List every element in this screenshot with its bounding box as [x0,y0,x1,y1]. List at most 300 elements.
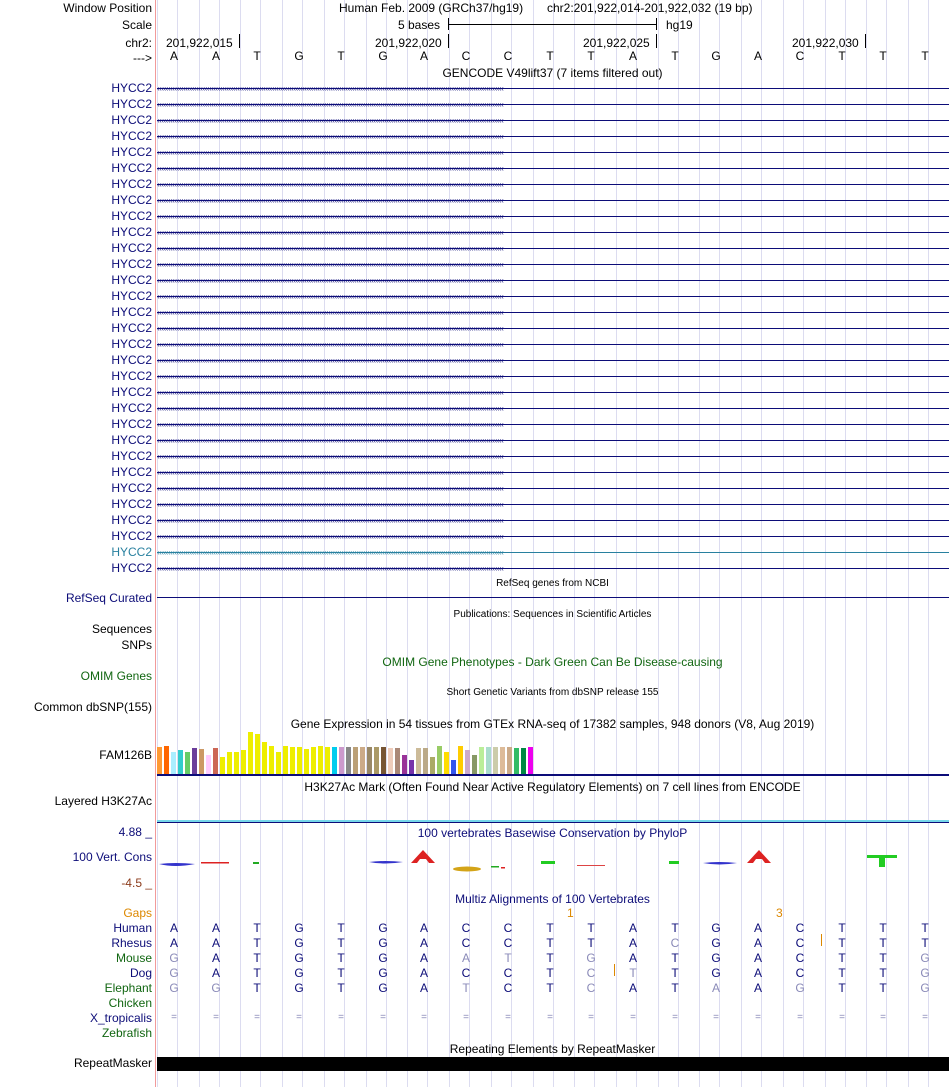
aligned-base: = [380,1012,386,1023]
aligned-base: = [254,1012,260,1023]
gencode-gene-label[interactable]: HYCC2 [111,417,152,431]
gencode-transcript[interactable] [157,211,949,222]
gtex-tissue-bar[interactable] [374,747,379,774]
species-label[interactable]: Dog [129,966,152,980]
gencode-gene-label[interactable]: HYCC2 [111,161,152,175]
phylop-mark [253,862,259,864]
strand-chevrons: ‹‹‹‹‹‹‹‹‹‹‹‹‹‹‹‹‹‹‹‹‹‹‹‹‹‹‹‹‹‹‹‹‹‹‹‹‹‹‹‹‹‹‹‹‹‹‹‹‹‹‹‹‹‹‹‹‹‹‹‹‹‹‹‹‹‹‹‹‹‹‹‹‹‹‹‹‹‹‹‹‹‹‹‹‹‹‹‹‹‹‹‹‹‹‹‹‹‹‹‹‹‹‹‹‹‹‹‹‹‹‹‹‹‹‹‹‹‹‹‹‹‹‹‹‹‹‹‹‹‹‹‹‹‹‹‹‹‹‹‹‹‹‹‹‹‹‹‹‹‹‹‹‹‹‹‹‹‹‹‹ [157,260,504,269]
gencode-transcript[interactable] [157,307,949,318]
phylop-mark [703,862,737,865]
species-label[interactable]: Human [113,921,152,935]
gencode-transcript[interactable] [157,291,949,302]
gencode-transcript[interactable] [157,275,949,286]
aligned-base: A [419,981,428,995]
aligned-base: T [504,951,512,965]
gtex-tissue-bar[interactable] [465,750,470,774]
repeatmasker-element[interactable] [157,1057,949,1071]
gencode-transcript[interactable] [157,387,949,398]
aligned-base: T [462,981,470,995]
gtex-tissue-bar[interactable] [171,752,176,774]
gencode-gene-label[interactable]: HYCC2 [111,177,152,191]
gencode-transcript[interactable] [157,467,949,478]
gencode-gene-label[interactable]: HYCC2 [111,81,152,95]
gencode-transcript[interactable] [157,83,949,94]
dbsnp-track-title[interactable]: Short Genetic Variants from dbSNP release 155 [446,687,659,698]
scale-text: 5 bases [398,18,441,32]
aligned-base: A [753,936,762,950]
species-label[interactable]: X_tropicalis [89,1011,152,1025]
coord-tick [448,34,449,48]
strand-chevrons: ‹‹‹‹‹‹‹‹‹‹‹‹‹‹‹‹‹‹‹‹‹‹‹‹‹‹‹‹‹‹‹‹‹‹‹‹‹‹‹‹‹‹‹‹‹‹‹‹‹‹‹‹‹‹‹‹‹‹‹‹‹‹‹‹‹‹‹‹‹‹‹‹‹‹‹‹‹‹‹‹‹‹‹‹‹‹‹‹‹‹‹‹‹‹‹‹‹‹‹‹‹‹‹‹‹‹‹‹‹‹‹‹‹‹‹‹‹‹‹‹‹‹‹‹‹‹‹‹‹‹‹‹‹‹‹‹‹‹‹‹‹‹‹‹‹‹‹‹‹‹‹‹‹‹‹‹‹‹‹‹ [157,292,504,301]
gtex-tissue-bar[interactable] [290,747,295,774]
aligned-base: = [713,1012,719,1023]
reference-base: A [753,49,762,63]
phylop-mark [159,863,195,866]
aligned-base: = [547,1012,553,1023]
strand-chevrons: ‹‹‹‹‹‹‹‹‹‹‹‹‹‹‹‹‹‹‹‹‹‹‹‹‹‹‹‹‹‹‹‹‹‹‹‹‹‹‹‹‹‹‹‹‹‹‹‹‹‹‹‹‹‹‹‹‹‹‹‹‹‹‹‹‹‹‹‹‹‹‹‹‹‹‹‹‹‹‹‹‹‹‹‹‹‹‹‹‹‹‹‹‹‹‹‹‹‹‹‹‹‹‹‹‹‹‹‹‹‹‹‹‹‹‹‹‹‹‹‹‹‹‹‹‹‹‹‹‹‹‹‹‹‹‹‹‹‹‹‹‹‹‹‹‹‹‹‹‹‹‹‹‹‹‹‹‹‹‹‹ [157,308,504,317]
h3k27ac-track-title[interactable]: H3K27Ac Mark (Often Found Near Active Regulatory Elements) on 7 cell lines from ENCODE [304,780,801,794]
gencode-transcript[interactable] [157,531,949,542]
aligned-base: T [337,921,345,935]
scale-bar [448,24,656,25]
publications-sequences-label[interactable]: Sequences [91,622,152,636]
phylop-ymax-label: 4.88 _ [118,825,152,839]
aligned-base: C [461,966,471,980]
gtex-tissue-bar[interactable] [507,747,512,774]
gtex-tissue-bar[interactable] [276,752,281,774]
gencode-gene-label[interactable]: HYCC2 [111,97,152,111]
reference-base: T [879,49,887,63]
gtex-tissue-bar[interactable] [381,747,386,774]
gtex-tissue-bar[interactable] [346,747,351,774]
gtex-tissue-bar[interactable] [304,749,309,774]
gtex-tissue-bar[interactable] [178,750,183,774]
aligned-base: A [628,921,637,935]
aligned-base: C [670,936,680,950]
gencode-gene-label[interactable]: HYCC2 [111,449,152,463]
aligned-base: G [169,951,179,965]
aligned-base: A [211,936,220,950]
gencode-gene-label[interactable]: HYCC2 [111,433,152,447]
gencode-gene-label[interactable]: HYCC2 [111,385,152,399]
gtex-tissue-bar[interactable] [269,746,274,774]
gencode-transcript[interactable] [157,515,949,526]
phylop-track-title[interactable]: 100 vertebrates Basewise Conservation by PhyloP [417,826,688,840]
aligned-base: A [211,951,220,965]
gencode-transcript[interactable] [157,179,949,190]
species-label[interactable]: Zebrafish [101,1026,152,1040]
multiz-track-title[interactable]: Multiz Alignments of 100 Vertebrates [455,892,650,906]
gtex-tissue-bar[interactable] [325,747,330,774]
gtex-tissue-bar[interactable] [220,757,225,774]
aligned-base: T [838,966,846,980]
gencode-transcript[interactable] [157,147,949,158]
gencode-track-title[interactable]: GENCODE V49lift37 (7 items filtered out) [442,66,663,80]
gtex-tissue-bar[interactable] [409,760,414,774]
gencode-gene-label[interactable]: HYCC2 [111,481,152,495]
chrom-label: chr2: [125,36,152,50]
strand-chevrons: ‹‹‹‹‹‹‹‹‹‹‹‹‹‹‹‹‹‹‹‹‹‹‹‹‹‹‹‹‹‹‹‹‹‹‹‹‹‹‹‹‹‹‹‹‹‹‹‹‹‹‹‹‹‹‹‹‹‹‹‹‹‹‹‹‹‹‹‹‹‹‹‹‹‹‹‹‹‹‹‹‹‹‹‹‹‹‹‹‹‹‹‹‹‹‹‹‹‹‹‹‹‹‹‹‹‹‹‹‹‹‹‹‹‹‹‹‹‹‹‹‹‹‹‹‹‹‹‹‹‹‹‹‹‹‹‹‹‹‹‹‹‹‹‹‹‹‹‹‹‹‹‹‹‹‹‹‹‹‹‹ [157,132,504,141]
phylop-mark [669,861,679,864]
gtex-tissue-bar[interactable] [367,747,372,774]
gtex-tissue-bar[interactable] [234,752,239,774]
aligned-base: A [753,921,762,935]
gtex-tissue-bar[interactable] [472,755,477,774]
aligned-base: T [253,966,261,980]
strand-arrow-label: ---> [133,51,152,65]
gencode-gene-label[interactable]: HYCC2 [111,273,152,287]
h3k27ac-track-label[interactable]: Layered H3K27Ac [54,794,152,808]
aligned-base: T [879,936,887,950]
strand-chevrons: ‹‹‹‹‹‹‹‹‹‹‹‹‹‹‹‹‹‹‹‹‹‹‹‹‹‹‹‹‹‹‹‹‹‹‹‹‹‹‹‹‹‹‹‹‹‹‹‹‹‹‹‹‹‹‹‹‹‹‹‹‹‹‹‹‹‹‹‹‹‹‹‹‹‹‹‹‹‹‹‹‹‹‹‹‹‹‹‹‹‹‹‹‹‹‹‹‹‹‹‹‹‹‹‹‹‹‹‹‹‹‹‹‹‹‹‹‹‹‹‹‹‹‹‹‹‹‹‹‹‹‹‹‹‹‹‹‹‹‹‹‹‹‹‹‹‹‹‹‹‹‹‹‹‹‹‹‹‹‹‹ [157,212,504,221]
gencode-transcript[interactable] [157,131,949,142]
aligned-base: T [879,966,887,980]
aligned-base: = [588,1012,594,1023]
aligned-base: A [628,951,637,965]
aligned-base: T [838,921,846,935]
gtex-tissue-bar[interactable] [500,747,505,774]
gencode-transcript[interactable] [157,483,949,494]
aligned-base: G [920,966,930,980]
aligned-base: = [421,1012,427,1023]
strand-chevrons: ‹‹‹‹‹‹‹‹‹‹‹‹‹‹‹‹‹‹‹‹‹‹‹‹‹‹‹‹‹‹‹‹‹‹‹‹‹‹‹‹‹‹‹‹‹‹‹‹‹‹‹‹‹‹‹‹‹‹‹‹‹‹‹‹‹‹‹‹‹‹‹‹‹‹‹‹‹‹‹‹‹‹‹‹‹‹‹‹‹‹‹‹‹‹‹‹‹‹‹‹‹‹‹‹‹‹‹‹‹‹‹‹‹‹‹‹‹‹‹‹‹‹‹‹‹‹‹‹‹‹‹‹‹‹‹‹‹‹‹‹‹‹‹‹‹‹‹‹‹‹‹‹‹‹‹‹‹‹‹‹ [157,196,504,205]
aligned-base: T [879,921,887,935]
gtex-tissue-bar[interactable] [339,747,344,774]
gtex-tissue-bar[interactable] [521,748,526,774]
gtex-tissue-bar[interactable] [311,747,316,774]
repeatmasker-track-label[interactable]: RepeatMasker [73,1056,152,1070]
aligned-base: G [711,951,721,965]
coord-tick-label: 201,922,020 [375,36,442,50]
strand-chevrons: ‹‹‹‹‹‹‹‹‹‹‹‹‹‹‹‹‹‹‹‹‹‹‹‹‹‹‹‹‹‹‹‹‹‹‹‹‹‹‹‹‹‹‹‹‹‹‹‹‹‹‹‹‹‹‹‹‹‹‹‹‹‹‹‹‹‹‹‹‹‹‹‹‹‹‹‹‹‹‹‹‹‹‹‹‹‹‹‹‹‹‹‹‹‹‹‹‹‹‹‹‹‹‹‹‹‹‹‹‹‹‹‹‹‹‹‹‹‹‹‹‹‹‹‹‹‹‹‹‹‹‹‹‹‹‹‹‹‹‹‹‹‹‹‹‹‹‹‹‹‹‹‹‹‹‹‹‹‹‹‹ [157,84,504,93]
gencode-gene-label[interactable]: HYCC2 [111,497,152,511]
aligned-base: A [169,936,178,950]
omim-track-title[interactable]: OMIM Gene Phenotypes - Dark Green Can Be Disease-causing [382,655,723,669]
gencode-gene-label[interactable]: HYCC2 [111,401,152,415]
refseq-track-label[interactable]: RefSeq Curated [65,591,152,605]
gencode-gene-label[interactable]: HYCC2 [111,241,152,255]
aligned-base: T [337,966,345,980]
gencode-gene-label[interactable]: HYCC2 [111,369,152,383]
gencode-transcript[interactable] [157,563,949,574]
aligned-base: = [463,1012,469,1023]
gtex-tissue-bar[interactable] [360,747,365,774]
gtex-tissue-bar[interactable] [437,746,442,774]
gtex-tissue-bar[interactable] [451,760,456,774]
reference-base: C [795,49,805,63]
aligned-base: A [753,951,762,965]
aligned-base: A [711,981,720,995]
gencode-transcript[interactable] [157,339,949,350]
aligned-base: C [586,966,596,980]
gtex-tissue-bar[interactable] [255,734,260,774]
gtex-tissue-bar[interactable] [402,755,407,774]
aligned-base: C [503,936,513,950]
gtex-tissue-bar[interactable] [458,746,463,774]
gencode-transcript[interactable] [157,403,949,414]
reference-base: G [378,49,388,63]
aligned-base: G [711,966,721,980]
gencode-gene-label[interactable]: HYCC2 [111,545,152,559]
gencode-transcript[interactable] [157,355,949,366]
aligned-base: G [378,921,388,935]
phylop-mark [577,865,605,866]
dbsnp-track-label[interactable]: Common dbSNP(155) [33,700,152,714]
aligned-base: T [879,981,887,995]
gtex-track-title[interactable]: Gene Expression in 54 tissues from GTEx RNA-seq of 17382 samples, 948 donors (V8, Aug 2019) [290,717,815,731]
aligned-base: G [920,951,930,965]
gtex-tissue-bar[interactable] [318,746,323,774]
aligned-base: G [294,966,304,980]
aligned-base: T [253,951,261,965]
gtex-track-baseline [157,774,949,776]
refseq-gene-line[interactable] [157,597,949,598]
aligned-base: A [628,936,637,950]
gtex-tissue-bar[interactable] [297,747,302,774]
gencode-gene-label[interactable]: HYCC2 [111,225,152,239]
aligned-base: = [296,1012,302,1023]
gencode-transcript[interactable] [157,419,949,430]
assembly-name: Human Feb. 2009 (GRCh37/hg19) [339,1,524,15]
reference-base: T [838,49,846,63]
strand-chevrons: ‹‹‹‹‹‹‹‹‹‹‹‹‹‹‹‹‹‹‹‹‹‹‹‹‹‹‹‹‹‹‹‹‹‹‹‹‹‹‹‹‹‹‹‹‹‹‹‹‹‹‹‹‹‹‹‹‹‹‹‹‹‹‹‹‹‹‹‹‹‹‹‹‹‹‹‹‹‹‹‹‹‹‹‹‹‹‹‹‹‹‹‹‹‹‹‹‹‹‹‹‹‹‹‹‹‹‹‹‹‹‹‹‹‹‹‹‹‹‹‹‹‹‹‹‹‹‹‹‹‹‹‹‹‹‹‹‹‹‹‹‹‹‹‹‹‹‹‹‹‹‹‹‹‹‹‹‹‹‹‹ [157,420,504,429]
gencode-transcript[interactable] [157,243,949,254]
gtex-tissue-bar[interactable] [423,748,428,774]
strand-chevrons: ‹‹‹‹‹‹‹‹‹‹‹‹‹‹‹‹‹‹‹‹‹‹‹‹‹‹‹‹‹‹‹‹‹‹‹‹‹‹‹‹‹‹‹‹‹‹‹‹‹‹‹‹‹‹‹‹‹‹‹‹‹‹‹‹‹‹‹‹‹‹‹‹‹‹‹‹‹‹‹‹‹‹‹‹‹‹‹‹‹‹‹‹‹‹‹‹‹‹‹‹‹‹‹‹‹‹‹‹‹‹‹‹‹‹‹‹‹‹‹‹‹‹‹‹‹‹‹‹‹‹‹‹‹‹‹‹‹‹‹‹‹‹‹‹‹‹‹‹‹‹‹‹‹‹‹‹‹‹‹‹ [157,404,504,413]
aligned-base: G [711,936,721,950]
gtex-tissue-bar[interactable] [206,755,211,774]
aligned-base: A [628,981,637,995]
gencode-transcript[interactable] [157,499,949,510]
gtex-tissue-bar[interactable] [164,746,169,774]
phylop-logo[interactable] [157,850,949,872]
strand-chevrons: ‹‹‹‹‹‹‹‹‹‹‹‹‹‹‹‹‹‹‹‹‹‹‹‹‹‹‹‹‹‹‹‹‹‹‹‹‹‹‹‹‹‹‹‹‹‹‹‹‹‹‹‹‹‹‹‹‹‹‹‹‹‹‹‹‹‹‹‹‹‹‹‹‹‹‹‹‹‹‹‹‹‹‹‹‹‹‹‹‹‹‹‹‹‹‹‹‹‹‹‹‹‹‹‹‹‹‹‹‹‹‹‹‹‹‹‹‹‹‹‹‹‹‹‹‹‹‹‹‹‹‹‹‹‹‹‹‹‹‹‹‹‹‹‹‹‹‹‹‹‹‹‹‹‹‹‹‹‹‹‹ [157,148,504,157]
repeatmasker-track-title[interactable]: Repeating Elements by RepeatMasker [449,1042,656,1056]
aligned-base: = [213,1012,219,1023]
aligned-base: T [546,951,554,965]
gtex-track-label[interactable]: FAM126B [99,748,152,762]
aligned-base: A [461,951,470,965]
aligned-base: = [880,1012,886,1023]
gencode-transcript[interactable] [157,115,949,126]
strand-chevrons: ‹‹‹‹‹‹‹‹‹‹‹‹‹‹‹‹‹‹‹‹‹‹‹‹‹‹‹‹‹‹‹‹‹‹‹‹‹‹‹‹‹‹‹‹‹‹‹‹‹‹‹‹‹‹‹‹‹‹‹‹‹‹‹‹‹‹‹‹‹‹‹‹‹‹‹‹‹‹‹‹‹‹‹‹‹‹‹‹‹‹‹‹‹‹‹‹‹‹‹‹‹‹‹‹‹‹‹‹‹‹‹‹‹‹‹‹‹‹‹‹‹‹‹‹‹‹‹‹‹‹‹‹‹‹‹‹‹‹‹‹‹‹‹‹‹‹‹‹‹‹‹‹‹‹‹‹‹‹‹‹ [157,564,504,573]
gencode-transcript[interactable] [157,323,949,334]
gencode-transcript[interactable] [157,371,949,382]
gtex-tissue-bar[interactable] [227,752,232,774]
gencode-gene-label[interactable]: HYCC2 [111,353,152,367]
aligned-base: G [586,951,596,965]
gtex-tissue-bar[interactable] [353,747,358,774]
aligned-base: T [838,951,846,965]
window-position-value[interactable]: chr2:201,922,014-201,922,032 (19 bp) [547,1,753,15]
aligned-base: T [921,936,929,950]
gtex-tissue-bar[interactable] [157,747,162,774]
gtex-expression-bars[interactable] [157,731,537,774]
gtex-tissue-bar[interactable] [262,742,267,774]
strand-chevrons: ‹‹‹‹‹‹‹‹‹‹‹‹‹‹‹‹‹‹‹‹‹‹‹‹‹‹‹‹‹‹‹‹‹‹‹‹‹‹‹‹‹‹‹‹‹‹‹‹‹‹‹‹‹‹‹‹‹‹‹‹‹‹‹‹‹‹‹‹‹‹‹‹‹‹‹‹‹‹‹‹‹‹‹‹‹‹‹‹‹‹‹‹‹‹‹‹‹‹‹‹‹‹‹‹‹‹‹‹‹‹‹‹‹‹‹‹‹‹‹‹‹‹‹‹‹‹‹‹‹‹‹‹‹‹‹‹‹‹‹‹‹‹‹‹‹‹‹‹‹‹‹‹‹‹‹‹‹‹‹‹ [157,356,504,365]
coord-tick [239,34,240,48]
reference-base: T [671,49,679,63]
refseq-track-title[interactable]: RefSeq genes from NCBI [496,578,609,589]
multiz-gaps-label[interactable]: Gaps [123,906,152,920]
aligned-base: = [672,1012,678,1023]
strand-chevrons: ‹‹‹‹‹‹‹‹‹‹‹‹‹‹‹‹‹‹‹‹‹‹‹‹‹‹‹‹‹‹‹‹‹‹‹‹‹‹‹‹‹‹‹‹‹‹‹‹‹‹‹‹‹‹‹‹‹‹‹‹‹‹‹‹‹‹‹‹‹‹‹‹‹‹‹‹‹‹‹‹‹‹‹‹‹‹‹‹‹‹‹‹‹‹‹‹‹‹‹‹‹‹‹‹‹‹‹‹‹‹‹‹‹‹‹‹‹‹‹‹‹‹‹‹‹‹‹‹‹‹‹‹‹‹‹‹‹‹‹‹‹‹‹‹‹‹‹‹‹‹‹‹‹‹‹‹‹‹‹‹ [157,468,504,477]
phylop-ymin-label: -4.5 _ [121,876,152,890]
aligned-base: C [503,966,513,980]
h3k27ac-baseline [157,822,949,823]
species-label[interactable]: Chicken [108,996,152,1010]
omim-track-label[interactable]: OMIM Genes [80,669,152,683]
db-name: hg19 [666,18,693,32]
aligned-base: C [795,921,805,935]
gencode-gene-label[interactable]: HYCC2 [111,193,152,207]
gtex-tissue-bar[interactable] [332,747,337,774]
gencode-gene-label[interactable]: HYCC2 [111,561,152,575]
gencode-gene-label[interactable]: HYCC2 [111,529,152,543]
aligned-base: = [922,1012,928,1023]
phylop-mark [201,862,229,864]
aligned-base: T [671,951,679,965]
aligned-base: C [461,936,471,950]
gencode-transcript[interactable] [157,259,949,270]
aligned-base: T [546,936,554,950]
strand-chevrons: ‹‹‹‹‹‹‹‹‹‹‹‹‹‹‹‹‹‹‹‹‹‹‹‹‹‹‹‹‹‹‹‹‹‹‹‹‹‹‹‹‹‹‹‹‹‹‹‹‹‹‹‹‹‹‹‹‹‹‹‹‹‹‹‹‹‹‹‹‹‹‹‹‹‹‹‹‹‹‹‹‹‹‹‹‹‹‹‹‹‹‹‹‹‹‹‹‹‹‹‹‹‹‹‹‹‹‹‹‹‹‹‹‹‹‹‹‹‹‹‹‹‹‹‹‹‹‹‹‹‹‹‹‹‹‹‹‹‹‹‹‹‹‹‹‹‹‹‹‹‹‹‹‹‹‹‹‹‹‹‹ [157,436,504,445]
reference-base: T [253,49,261,63]
strand-chevrons: ‹‹‹‹‹‹‹‹‹‹‹‹‹‹‹‹‹‹‹‹‹‹‹‹‹‹‹‹‹‹‹‹‹‹‹‹‹‹‹‹‹‹‹‹‹‹‹‹‹‹‹‹‹‹‹‹‹‹‹‹‹‹‹‹‹‹‹‹‹‹‹‹‹‹‹‹‹‹‹‹‹‹‹‹‹‹‹‹‹‹‹‹‹‹‹‹‹‹‹‹‹‹‹‹‹‹‹‹‹‹‹‹‹‹‹‹‹‹‹‹‹‹‹‹‹‹‹‹‹‹‹‹‹‹‹‹‹‹‹‹‹‹‹‹‹‹‹‹‹‹‹‹‹‹‹‹‹‹‹‹ [157,340,504,349]
aligned-base: T [337,981,345,995]
insertion-marker [614,964,615,976]
phylop-track-label[interactable]: 100 Vert. Cons [72,850,152,864]
reference-base: A [419,49,428,63]
aligned-base: G [795,981,805,995]
gtex-tissue-bar[interactable] [430,757,435,774]
species-label[interactable]: Elephant [104,981,152,995]
reference-base: T [337,49,345,63]
strand-chevrons: ‹‹‹‹‹‹‹‹‹‹‹‹‹‹‹‹‹‹‹‹‹‹‹‹‹‹‹‹‹‹‹‹‹‹‹‹‹‹‹‹‹‹‹‹‹‹‹‹‹‹‹‹‹‹‹‹‹‹‹‹‹‹‹‹‹‹‹‹‹‹‹‹‹‹‹‹‹‹‹‹‹‹‹‹‹‹‹‹‹‹‹‹‹‹‹‹‹‹‹‹‹‹‹‹‹‹‹‹‹‹‹‹‹‹‹‹‹‹‹‹‹‹‹‹‹‹‹‹‹‹‹‹‹‹‹‹‹‹‹‹‹‹‹‹‹‹‹‹‹‹‹‹‹‹‹‹‹‹‹‹ [157,452,504,461]
gencode-gene-label[interactable]: HYCC2 [111,145,152,159]
aligned-base: T [587,936,595,950]
gencode-gene-label[interactable]: HYCC2 [111,209,152,223]
aligned-base: G [294,951,304,965]
aligned-base: A [419,921,428,935]
gtex-tissue-bar[interactable] [192,748,197,774]
reference-base: G [294,49,304,63]
gtex-tissue-bar[interactable] [248,732,253,774]
gtex-tissue-bar[interactable] [241,750,246,774]
aligned-base: G [920,981,930,995]
aligned-base: G [378,936,388,950]
coord-tick-label: 201,922,025 [583,36,650,50]
gencode-transcript[interactable] [157,227,949,238]
gencode-transcript[interactable] [157,451,949,462]
reference-base: A [628,49,637,63]
gtex-tissue-bar[interactable] [395,748,400,774]
gencode-gene-label[interactable]: HYCC2 [111,129,152,143]
aligned-base: G [169,981,179,995]
aligned-base: A [419,951,428,965]
reference-base: C [503,49,513,63]
reference-base: C [461,49,471,63]
aligned-base: G [294,981,304,995]
publications-snps-label[interactable]: SNPs [121,638,152,652]
strand-chevrons: ‹‹‹‹‹‹‹‹‹‹‹‹‹‹‹‹‹‹‹‹‹‹‹‹‹‹‹‹‹‹‹‹‹‹‹‹‹‹‹‹‹‹‹‹‹‹‹‹‹‹‹‹‹‹‹‹‹‹‹‹‹‹‹‹‹‹‹‹‹‹‹‹‹‹‹‹‹‹‹‹‹‹‹‹‹‹‹‹‹‹‹‹‹‹‹‹‹‹‹‹‹‹‹‹‹‹‹‹‹‹‹‹‹‹‹‹‹‹‹‹‹‹‹‹‹‹‹‹‹‹‹‹‹‹‹‹‹‹‹‹‹‹‹‹‹‹‹‹‹‹‹‹‹‹‹‹‹‹‹‹ [157,372,504,381]
gtex-tissue-bar[interactable] [199,749,204,774]
aligned-base: G [711,921,721,935]
phylop-mark [501,867,505,869]
gencode-transcript[interactable] [157,435,949,446]
gencode-transcript[interactable] [157,99,949,110]
aligned-base: C [503,981,513,995]
gtex-tissue-bar[interactable] [493,747,498,774]
strand-chevrons: ‹‹‹‹‹‹‹‹‹‹‹‹‹‹‹‹‹‹‹‹‹‹‹‹‹‹‹‹‹‹‹‹‹‹‹‹‹‹‹‹‹‹‹‹‹‹‹‹‹‹‹‹‹‹‹‹‹‹‹‹‹‹‹‹‹‹‹‹‹‹‹‹‹‹‹‹‹‹‹‹‹‹‹‹‹‹‹‹‹‹‹‹‹‹‹‹‹‹‹‹‹‹‹‹‹‹‹‹‹‹‹‹‹‹‹‹‹‹‹‹‹‹‹‹‹‹‹‹‹‹‹‹‹‹‹‹‹‹‹‹‹‹‹‹‹‹‹‹‹‹‹‹‹‹‹‹‹‹‹‹ [157,484,504,493]
gtex-tissue-bar[interactable] [444,752,449,774]
gencode-transcript[interactable] [157,163,949,174]
gencode-gene-label[interactable]: HYCC2 [111,465,152,479]
phylop-mark [411,850,435,863]
gap-count[interactable]: 3 [776,906,783,920]
aligned-base: = [171,1012,177,1023]
aligned-base: T [671,981,679,995]
phylop-mark [747,850,771,863]
gtex-tissue-bar[interactable] [283,746,288,774]
aligned-base: A [753,966,762,980]
phylop-mark [867,855,897,867]
gtex-tissue-bar[interactable] [388,748,393,774]
strand-chevrons: ‹‹‹‹‹‹‹‹‹‹‹‹‹‹‹‹‹‹‹‹‹‹‹‹‹‹‹‹‹‹‹‹‹‹‹‹‹‹‹‹‹‹‹‹‹‹‹‹‹‹‹‹‹‹‹‹‹‹‹‹‹‹‹‹‹‹‹‹‹‹‹‹‹‹‹‹‹‹‹‹‹‹‹‹‹‹‹‹‹‹‹‹‹‹‹‹‹‹‹‹‹‹‹‹‹‹‹‹‹‹‹‹‹‹‹‹‹‹‹‹‹‹‹‹‹‹‹‹‹‹‹‹‹‹‹‹‹‹‹‹‹‹‹‹‹‹‹‹‹‹‹‹‹‹‹‹‹‹‹‹ [157,324,504,333]
gtex-tissue-bar[interactable] [185,752,190,774]
gencode-gene-label[interactable]: HYCC2 [111,305,152,319]
aligned-base: = [839,1012,845,1023]
strand-chevrons: ‹‹‹‹‹‹‹‹‹‹‹‹‹‹‹‹‹‹‹‹‹‹‹‹‹‹‹‹‹‹‹‹‹‹‹‹‹‹‹‹‹‹‹‹‹‹‹‹‹‹‹‹‹‹‹‹‹‹‹‹‹‹‹‹‹‹‹‹‹‹‹‹‹‹‹‹‹‹‹‹‹‹‹‹‹‹‹‹‹‹‹‹‹‹‹‹‹‹‹‹‹‹‹‹‹‹‹‹‹‹‹‹‹‹‹‹‹‹‹‹‹‹‹‹‹‹‹‹‹‹‹‹‹‹‹‹‹‹‹‹‹‹‹‹‹‹‹‹‹‹‹‹‹‹‹‹‹‹‹‹ [157,116,504,125]
aligned-base: = [755,1012,761,1023]
gencode-gene-label[interactable]: HYCC2 [111,513,152,527]
aligned-base: T [253,981,261,995]
aligned-base: G [378,981,388,995]
aligned-base: G [294,921,304,935]
aligned-base: T [253,921,261,935]
aligned-base: G [211,981,221,995]
gencode-transcript[interactable] [157,547,949,558]
gencode-gene-label[interactable]: HYCC2 [111,321,152,335]
reference-base: T [921,49,929,63]
reference-base: A [169,49,178,63]
gtex-tissue-bar[interactable] [528,747,533,774]
gencode-gene-label[interactable]: HYCC2 [111,289,152,303]
gtex-tissue-bar[interactable] [416,748,421,774]
gencode-gene-label[interactable]: HYCC2 [111,113,152,127]
species-label[interactable]: Rhesus [111,936,152,950]
gencode-gene-label[interactable]: HYCC2 [111,257,152,271]
gtex-tissue-bar[interactable] [514,748,519,774]
publications-track-title[interactable]: Publications: Sequences in Scientific Articles [453,609,652,620]
gtex-tissue-bar[interactable] [486,747,491,774]
gtex-tissue-bar[interactable] [213,748,218,774]
gencode-gene-label[interactable]: HYCC2 [111,337,152,351]
reference-base: T [587,49,595,63]
aligned-base: T [921,921,929,935]
aligned-base: T [629,966,637,980]
species-label[interactable]: Mouse [115,951,152,965]
strand-chevrons: ‹‹‹‹‹‹‹‹‹‹‹‹‹‹‹‹‹‹‹‹‹‹‹‹‹‹‹‹‹‹‹‹‹‹‹‹‹‹‹‹‹‹‹‹‹‹‹‹‹‹‹‹‹‹‹‹‹‹‹‹‹‹‹‹‹‹‹‹‹‹‹‹‹‹‹‹‹‹‹‹‹‹‹‹‹‹‹‹‹‹‹‹‹‹‹‹‹‹‹‹‹‹‹‹‹‹‹‹‹‹‹‹‹‹‹‹‹‹‹‹‹‹‹‹‹‹‹‹‹‹‹‹‹‹‹‹‹‹‹‹‹‹‹‹‹‹‹‹‹‹‹‹‹‹‹‹‹‹‹‹ [157,164,504,173]
gap-count[interactable]: 1 [567,906,574,920]
gtex-tissue-bar[interactable] [479,747,484,774]
reference-base: G [711,49,721,63]
gencode-transcript[interactable] [157,195,949,206]
aligned-base: C [503,921,513,935]
aligned-base: G [378,951,388,965]
aligned-base: T [337,936,345,950]
phylop-mark [453,867,481,872]
